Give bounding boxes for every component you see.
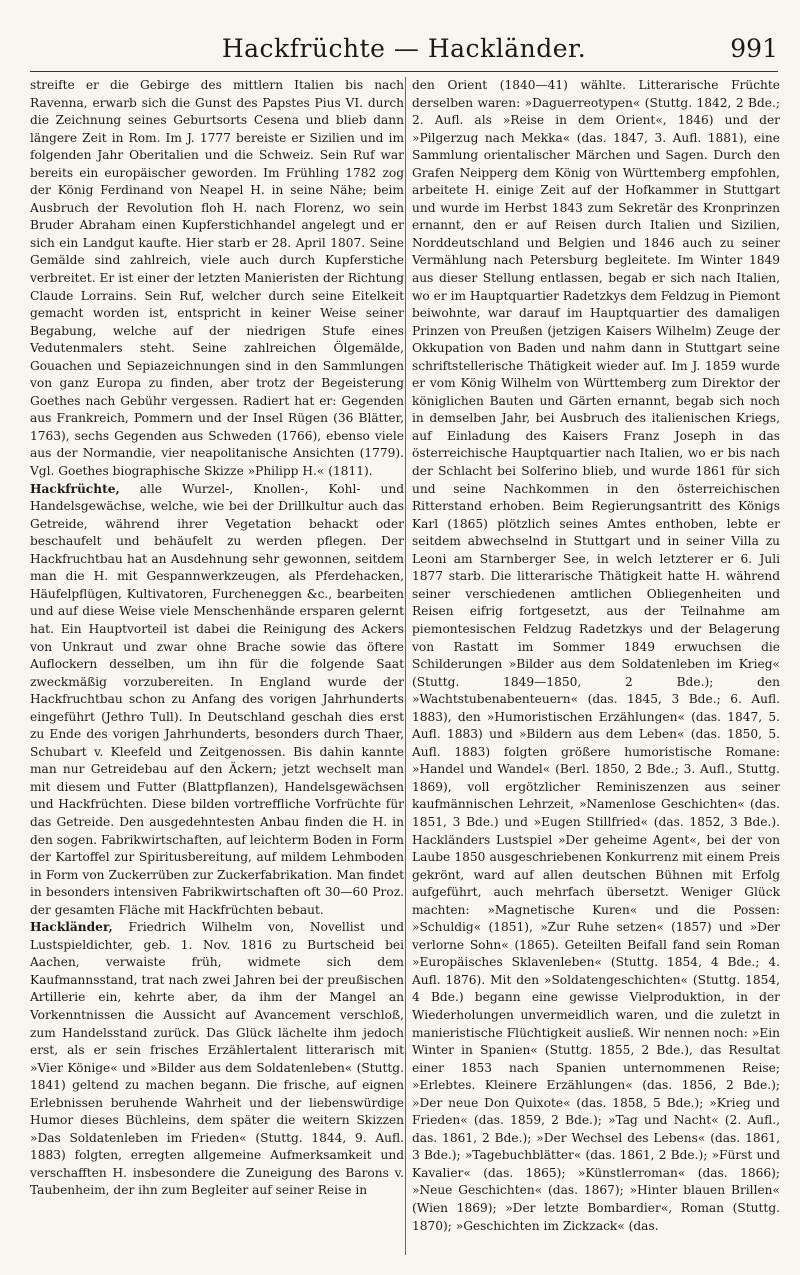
page-header — [30, 34, 778, 70]
continuation-paragraph: streifte er die Gebirge des mittlern Italien bis nach Ravenna, erwarb sich die Gunst des Papstes Pius VI. durch die Zeichnung seines Geburtsorts Cesena und blieb dann längere Zeit in Rom. Im J. 1777 bereiste er Sizilien und im folgenden Jahr Oberitalien und die Schweiz. Sein Ruf war bereits ein europäischer geworden. Im Frühling 1782 zog der König Ferdinand von Neapel H. in seine Nähe; beim Ausbruch der Revolution floh H. nach Florenz, wo sein Bruder Abraham einen Kupferstichhandel angelegt und er sich ein Landgut kaufte. Hier starb er 28. April 1807. Seine Gemälde sind zahlreich, viele auch durch Kupferstiche verbreitet. Er ist einer der letzten Manieristen der Richtung Claude Lorrains. Sein Ruf, welcher durch seine Eitelkeit gemacht worden ist, entspricht in keiner Weise seiner Begabung, welche auf der niedrigen Stufe eines Vedutenmalers steht. Seine zahlreichen Ölgemälde, Gouachen und Sepiazeichnungen sind in den Sammlungen von ganz Europa zu finden, aber trotz der Begeisterung Goethes nach Gebühr vergessen. Radiert hat er: Gegenden aus Frankreich, Pommern und der Insel Rügen (36 Blätter, 1763), sechs Gegenden aus Schweden (1766), ebenso viele aus der Normandie, vier neapolitanische Ansichten (1779). Vgl. Goethes biographische Skizze »Philipp H.« (1811). — [30, 78, 404, 479]
entry-body: Friedrich Wilhelm von, Novellist und Lustspieldichter, geb. 1. Nov. 1816 zu Burtscheid bei Aachen, verwaiste früh, widmete sich dem Kaufmannsstand, trat nach zwei Jahren bei der preußischen Artillerie ein, kehrte aber, da ihm der Mangel an Vorkenntnissen die Aussicht auf Avancement verschloß, zum Handelsstand zurück. Das Glück lächelte ihm jedoch erst, als er sein frisches Erzählertalent litterarisch mit »Vier Könige« und »Bilder aus dem Soldatenleben« (Stuttg. 1841) geltend zu machen begann. Die frische, auf eignen Erlebnissen beruhende Wahrheit und der liebenswürdige Humor dieses Büchleins, dem später die weitern Skizzen »Das Soldatenleben im Frieden« (Stuttg. 1844, 9. Aufl. 1883) folgten, erregten allgemeine Aufmerksamkeit und verschafften H. insbesondere die Zuneigung des Barons v. Taubenheim, der ihn zum Begleiter auf seiner Reise in — [30, 920, 404, 1198]
entry-headword: Hackfrüchte, — [30, 481, 120, 496]
column-divider — [405, 77, 406, 1255]
right-column — [412, 77, 780, 1235]
entry-hacklaender — [30, 919, 404, 1200]
running-title: Hackfrüchte — Hackländer. — [221, 34, 587, 63]
entry-hackfruechte — [30, 481, 404, 920]
entry-body: alle Wurzel-, Knollen-, Kohl- und Handelsgewächse, welche, wie bei der Drillkultur auch das Getreide, während ihrer Vegetation behackt oder beschaufelt und behäufelt zu werden pflegen. Der Hackfruchtbau hat an Ausdehnung sehr gewonnen, seitdem man die H. mit Gespannwerkzeugen, als Pferdehacken, Häufelpflügen, Kultivatoren, Furcheneggen &c., bearbeiten und auf diese Weise viele Menschenhände ersparen gelernt hat. Ein Hauptvorteil ist dabei die Reinigung des Ackers von Unkraut und zwar ohne Brache sowie das öftere Auflockern desselben, um ihn für die folgende Saat zweckmäßig vorzubereiten. In England wurde der Hackfruchtbau schon zu Anfang des vorigen Jahrhunderts eingeführt (Jethro Tull). In Deutschland geschah dies erst zu Ende des vorigen Jahrhunderts, besonders durch Thaer, Schubart v. Kleefeld und Zeitgenossen. Bis dahin kannte man nur Getreidebau auf den Äckern; jetzt wechselt man mit diesem und Futter (Blattpflanzen), Handelsgewächsen und Hackfrüchten. Diese bilden vortreffliche Vorfrüchte für das Getreide. Den ausgedehntesten Anbau finden die H. in den sogen. Fabrikwirtschaften, auf leichterm Boden in Form der Kartoffel zur Spiritusbereitung, auf mildem Lehmboden in Form von Zuckerrüben zur Zuckerfabrikation. Man findet in besonders intensiven Fabrikwirtschaften oft 30—60 Proz. der gesamten Fläche mit Hackfrüchten bebaut. — [30, 481, 404, 917]
header-rule — [30, 71, 778, 72]
continuation-paragraph: den Orient (1840—41) wählte. Litterarische Früchte derselben waren: »Daguerreotypen« (Stuttg. 1842, 2 Bde.; 2. Aufl. als »Reise in dem Orient«, 1846) und der »Pilgerzug nach Mekka« (das. 1847, 3. Aufl. 1881), eine Sammlung orientalischer Märchen und Sagen. Durch den Grafen Neipperg dem König von Württemberg empfohlen, arbeitete H. einige Zeit auf der Hofkammer in Stuttgart und wurde im Herbst 1843 zum Sekretär des Kronprinzen ernannt, den er auf Reisen durch Italien und Sizilien, Norddeutschland und Belgien und 1846 auch zu seiner Vermählung nach Petersburg begleitete. Im Winter 1849 aus dieser Stellung entlassen, begab er sich nach Italien, wo er im Hauptquartier Radetzkys dem Feldzug in Piemont beiwohnte, war darauf im Hauptquartier des damaligen Prinzen von Preußen (jetzigen Kaisers Wilhelm) Zeuge der Okkupation von Baden und nahm dann in Stuttgart seine schriftstellerische Thätigkeit wieder auf. Im J. 1859 wurde er vom König Wilhelm von Württemberg zum Direktor der königlichen Bauten und Gärten ernannt, begab sich noch in demselben Jahr, bei Ausbruch des italienischen Kriegs, auf Einladung des Kaisers Franz Joseph in das österreichische Hauptquartier nach Italien, wo er bis nach der Schlacht bei Solferino blieb, und wurde 1861 für sich und seine Nachkommen in den österreichischen Ritterstand erhoben. Beim Regierungsantritt des Königs Karl (1865) plötzlich seines Amtes enthoben, lebte er seitdem abwechselnd in Stuttgart und in seiner Villa zu Leoni am Starnberger See, in welch letzterer er 6. Juli 1877 starb. Die litterarische Thätigkeit hatte H. während seiner verschiedenen amtlichen Obliegenheiten und Reisen eifrig fortgesetzt, aus der Teilnahme am piemontesischen Feldzug Radetzkys und der Belagerung von Rastatt im Sommer 1849 erwuchsen die Schilderungen »Bilder aus dem Soldatenleben im Krieg« (Stuttg. 1849—1850, 2 Bde.); den »Wachtstubenabenteuern« (das. 1845, 3 Bde.; 6. Aufl. 1883), den »Humoristischen Erzählungen« (das. 1847, 5. Aufl. 1883) und »Bildern aus dem Leben« (das. 1850, 5. Aufl. 1883) folgten größere humoristische Romane: »Handel und Wandel« (Berl. 1850, 2 Bde.; 3. Aufl., Stuttg. 1869), voll ergötzlicher Reminiszenzen aus seiner kaufmännischen Lehrzeit, »Namenlose Geschichten« (das. 1851, 3 Bde.) und »Eugen Stillfried« (das. 1852, 3 Bde.). Hackländers Lustspiel »Der geheime Agent«, bei der von Laube 1850 ausgeschriebenen Konkurrenz mit einem Preis gekrönt, ward auf allen deutschen Bühnen mit Erfolg aufgeführt, auch mehrfach übersetzt. Weniger Glück machten: »Magnetische Kuren« und die Possen: »Schuldig« (1851), »Zur Ruhe setzen« (1857) und »Der verlorne Sohn« (1865). Geteilten Beifall fand sein Roman »Europäisches Sklavenleben« (Stuttg. 1854, 4 Bde.; 4. Aufl. 1876). Mit den »Soldatengeschichten« (Stuttg. 1854, 4 Bde.) begann eine gewisse Vielproduktion, in der Wiederholungen unvermeidlich waren, und die zuletzt in manieristische Flüchtigkeit ausließ. Wir nennen noch: »Ein Winter in Spanien« (Stuttg. 1855, 2 Bde.), das Resultat einer 1853 nach Spanien unternommenen Reise; »Erlebtes. Kleinere Erzählungen« (das. 1856, 2 Bde.); »Der neue Don Quixote« (das. 1858, 5 Bde.); »Krieg und Frieden« (das. 1859, 2 Bde.); »Tag und Nacht« (2. Aufl., das. 1861, 2 Bde.); »Der Wechsel des Lebens« (das. 1861, 3 Bde.); »Tagebuchblätter« (das. 1861, 2 Bde.); »Fürst und Kavalier« (das. 1865); »Künstlerroman« (das. 1866); »Neue Geschichten« (das. 1867); »Hinter blauen Brillen« (Wien 1869); »Der letzte Bombardier«, Roman (Stuttg. 1870); »Geschichten im Zickzack« (das. — [412, 78, 780, 1233]
page-number: 991 — [730, 34, 778, 63]
left-column — [30, 77, 404, 1200]
entry-headword: Hackländer, — [30, 920, 113, 935]
